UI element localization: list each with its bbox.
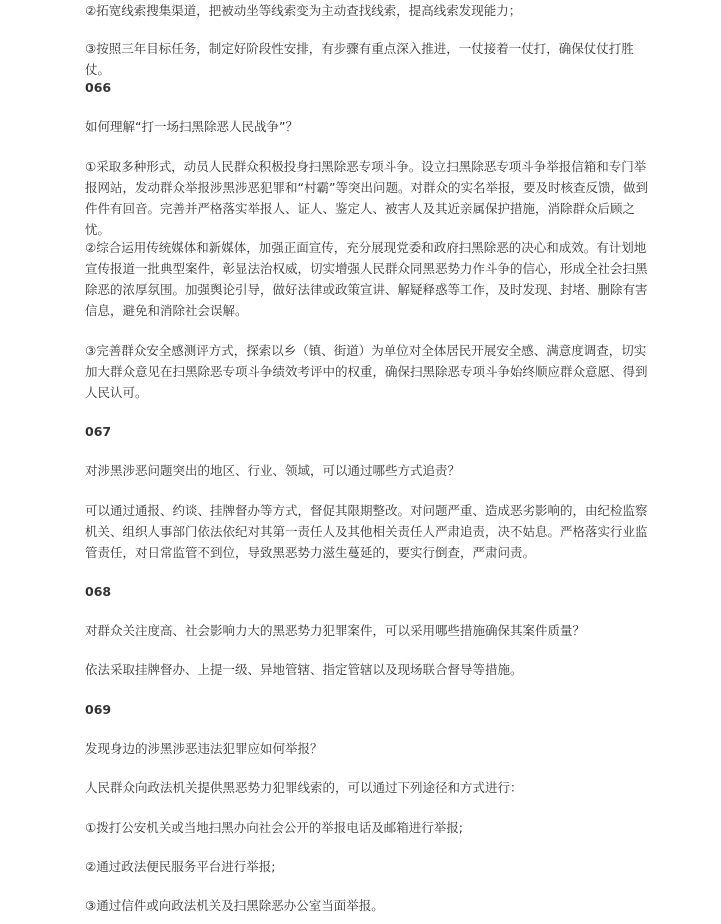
paragraph: 可以通过通报、约谈、挂牌督办等方式，督促其限期整改。对问题严重、造成恶劣影响的，由纪检监察机关、组织人事部门依法依纪对其第一责任人及其他相关责任人严肃追责，决不姑息。严格落实行业监管责任，对日常监管不到位，导致黑恶势力滋生蔓延的，要实行倒查，严肃问责。 (85, 503, 648, 560)
paragraph: ③按照三年目标任务，制定好阶段性安排，有步骤有重点深入推进，一仗接着一仗打，确保仗仗打胜仗。 (85, 41, 634, 77)
question-number: 069 (85, 702, 112, 717)
paragraph: ①拨打公安机关或当地扫黑办向社会公开的举报电话及邮箱进行举报; (85, 820, 463, 835)
question-title: 发现身边的涉黑涉恶违法犯罪应如何举报？ (85, 741, 323, 756)
paragraph: ②综合运用传统媒体和新媒体，加强正面宣传，充分展现党委和政府扫黑除恶的决心和成效。有计划地宣传报道一批典型案件，彰显法治权威，切实增强人民群众同黑恶势力作斗争的信心，形成全社会扫黑除恶的浓厚氛围。加强舆论引导，做好法律或政策宣讲、解疑释惑等工作，及时发现、封堵、删除有害信息，避免和消除社会误解。 (85, 240, 648, 318)
paragraph: ②拓宽线索搜集渠道，把被动坐等线索变为主动查找线索，提高线索发现能力； (85, 3, 522, 18)
paragraph: ③通过信件或向政法机关及扫黑除恶办公室当面举报。 (85, 898, 384, 913)
paragraph: ③完善群众安全感测评方式，探索以乡（镇、街道）为单位对全体居民开展安全感、满意度调查，切实加大群众意见在扫黑除恶专项斗争绩效考评中的权重，确保扫黑除恶专项斗争始终顺应群众意愿、得到人民认可。 (85, 343, 648, 400)
question-number: 067 (85, 424, 112, 439)
paragraph: ②通过政法便民服务平台进行举报; (85, 859, 276, 874)
question-title: 对群众关注度高、社会影响力大的黑恶势力犯罪案件，可以采用哪些措施确保其案件质量？ (85, 623, 586, 638)
paragraph: ①采取多种形式，动员人民群众积极投身扫黑除恶专项斗争。设立扫黑除恶专项斗争举报信箱和专门举报网站，发动群众举报涉黑涉恶犯罪和“村霸”等突出问题。对群众的实名举报，要及时核查反馈，做到件件有回音。完善并严格落实举报人、证人、鉴定人、被害人及其近亲属保护措施，消除群众后顾之忧。 (85, 159, 648, 237)
question-title: 如何理解“打一场扫黑除恶人民战争”？ (85, 119, 298, 134)
question-number: 068 (85, 584, 112, 599)
question-title: 对涉黑涉恶问题突出的地区、行业、领域，可以通过哪些方式追责？ (85, 463, 461, 478)
paragraph: 依法采取挂牌督办、上提一级、异地管辖、指定管辖以及现场联合督导等措施。 (85, 662, 523, 677)
question-number: 066 (85, 80, 112, 95)
paragraph: 人民群众向政法机关提供黑恶势力犯罪线索的，可以通过下列途径和方式进行： (85, 780, 523, 795)
